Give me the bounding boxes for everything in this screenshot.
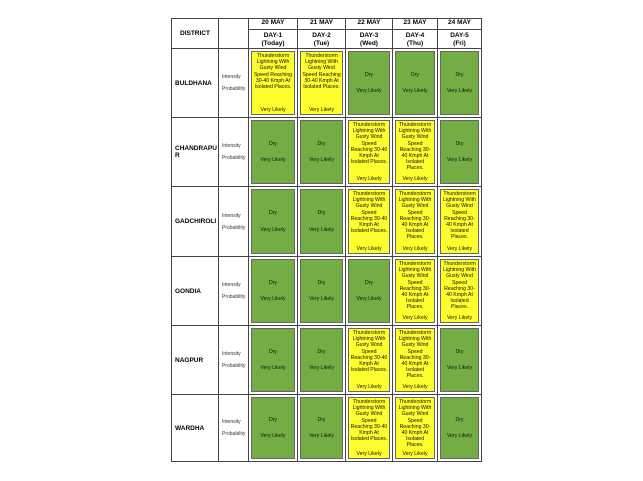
forecast-cell: [298, 395, 346, 462]
probability-text: Very Likely: [402, 314, 428, 321]
probability-text: Very Likely: [308, 296, 335, 302]
district-row: [172, 326, 482, 395]
probability-text: Very Likely: [308, 433, 335, 439]
dry-forecast: [300, 328, 343, 392]
forecast-cell: [346, 118, 393, 187]
intensity-label: Intensity: [222, 74, 241, 80]
forecast-cell: [393, 187, 438, 257]
thunderstorm-forecast: [395, 397, 435, 459]
dry-forecast: [300, 259, 343, 323]
forecast-cell: [393, 118, 438, 187]
intensity-text: Thunderstorm Lightning With Gusty Wind Speed Reaching 30-40 Kmph At Isolated Places.: [398, 122, 432, 172]
intensity-text: Dry: [268, 279, 278, 286]
probability-text: Very Likely: [260, 106, 286, 113]
day-date: 24 MAY: [438, 19, 481, 30]
day-header: [298, 19, 346, 49]
probability-text: Very Likely: [356, 88, 382, 94]
probability-label: Probability: [222, 431, 246, 437]
day-date: 22 MAY: [346, 19, 392, 30]
intensity-text: Thunderstorm Lightning With Gusty Wind Speed Reaching 30-40 Kmph At Isolated Places.: [398, 191, 432, 241]
intensity-text: Dry: [317, 416, 326, 423]
district-name: BULDHANA: [172, 49, 219, 118]
forecast-cell: [249, 395, 298, 462]
intensity-text: Thunderstorm Lightning With Gusty Wind Speed Reaching 30-40 Kmph At Isolated Places.: [398, 330, 432, 380]
intensity-label: Intensity: [222, 282, 241, 288]
intensity-text: Thunderstorm Lightning With Gusty Wind Speed Reaching 30-40 Kmph At Isolated Places.: [443, 261, 476, 311]
day-header: [249, 19, 298, 49]
probability-text: Very Likely: [446, 433, 473, 439]
district-name: WARDHA: [172, 395, 219, 462]
forecast-cell: [249, 49, 298, 118]
forecast-cell: [438, 118, 482, 187]
forecast-cell: [393, 257, 438, 326]
intensity-text: Dry: [268, 210, 278, 217]
thunderstorm-forecast: [251, 51, 295, 115]
intensity-text: Dry: [317, 210, 326, 217]
forecast-cell: [438, 257, 482, 326]
intensity-text: Dry: [364, 71, 374, 78]
probability-text: Very Likely: [260, 433, 286, 439]
probability-label: Probability: [222, 224, 246, 231]
forecast-cell: [298, 118, 346, 187]
probability-text: Very Likely: [402, 383, 428, 390]
row-labels: [219, 187, 249, 257]
day-number: DAY-5: [450, 32, 469, 39]
thunderstorm-forecast: [395, 259, 435, 323]
district-column-header: DISTRICT: [172, 19, 219, 49]
thunderstorm-forecast: [395, 120, 435, 184]
district-row: [172, 187, 482, 257]
district-row: [172, 49, 482, 118]
forecast-cell: [438, 395, 482, 462]
dry-forecast: [300, 120, 343, 184]
forecast-cell: [249, 118, 298, 187]
district-name: CHANDRAPUR: [172, 118, 219, 187]
intensity-text: Dry: [410, 71, 420, 78]
intensity-text: Thunderstorm Lightning With Gusty Wind Speed Reaching 30-40 Kmph At Isolated Places.: [398, 261, 432, 311]
day-weekday: (Thu): [406, 40, 424, 47]
district-row: [172, 257, 482, 326]
intensity-text: Dry: [317, 140, 326, 147]
day-header: [346, 19, 393, 49]
forecast-cell: [438, 49, 482, 118]
row-labels: [219, 326, 249, 395]
forecast-cell: [298, 49, 346, 118]
thunderstorm-forecast: [348, 328, 390, 392]
dry-forecast: [251, 189, 295, 254]
thunderstorm-forecast: [395, 328, 435, 392]
district-name: GADCHIROLI: [172, 187, 219, 257]
label-column-header: [219, 19, 249, 49]
probability-text: Very Likely: [356, 296, 382, 302]
row-labels: [219, 395, 249, 462]
probability-text: Very Likely: [446, 88, 473, 94]
day-date: 21 MAY: [298, 19, 345, 30]
row-labels: [219, 118, 249, 187]
thunderstorm-forecast: [395, 189, 435, 254]
probability-text: Very Likely: [402, 245, 428, 252]
forecast-cell: [249, 326, 298, 395]
intensity-text: Dry: [455, 348, 464, 355]
district-row: [172, 395, 482, 462]
forecast-cell: [298, 187, 346, 257]
day-number: DAY-2: [312, 32, 331, 39]
dry-forecast: [348, 51, 390, 115]
dry-forecast: [440, 120, 479, 184]
probability-text: Very Likely: [260, 296, 286, 302]
probability-text: Very Likely: [356, 383, 382, 390]
forecast-cell: [393, 49, 438, 118]
day-number: DAY-3: [359, 32, 379, 39]
forecast-cell: [346, 395, 393, 462]
dry-forecast: [251, 328, 295, 392]
day-number: DAY-4: [405, 32, 425, 39]
forecast-cell: [346, 326, 393, 395]
probability-text: Very Likely: [260, 157, 286, 163]
intensity-text: Dry: [317, 348, 326, 355]
forecast-cell: [438, 187, 482, 257]
dry-forecast: [348, 259, 390, 323]
intensity-text: Thunderstorm Lightning With Gusty Wind Speed Reaching 30-40 Kmph At Isolated Places.: [350, 330, 388, 374]
district-name: GONDIA: [172, 257, 219, 326]
forecast-cell: [298, 326, 346, 395]
forecast-cell: [346, 257, 393, 326]
intensity-text: Dry: [268, 348, 278, 355]
intensity-text: Dry: [455, 416, 464, 423]
day-number: DAY-1: [263, 32, 283, 39]
intensity-text: Dry: [455, 140, 464, 147]
intensity-text: Thunderstorm Lightning With Gusty Wind Speed Reaching 30-40 Kmph At Isolated Places.: [443, 191, 476, 241]
intensity-text: Thunderstorm Lightning With Gusty Wind Speed Reaching 30-40 Kmph At Isolated Places.: [302, 53, 341, 91]
dry-forecast: [251, 397, 295, 459]
probability-text: Very Likely: [356, 175, 382, 182]
probability-text: Very Likely: [308, 365, 335, 371]
intensity-text: Thunderstorm Lightning With Gusty Wind Speed Reaching 30-40 Kmph At Isolated Places.: [350, 191, 388, 235]
thunderstorm-forecast: [440, 259, 479, 323]
thunderstorm-forecast: [348, 120, 390, 184]
intensity-text: Dry: [317, 279, 326, 286]
day-date: 20 MAY: [249, 19, 297, 30]
intensity-text: Dry: [364, 279, 374, 286]
intensity-text: Thunderstorm Lightning With Gusty Wind Speed Reaching 30-40 Kmph At Isolated Places.: [253, 53, 293, 91]
day-weekday: (Today): [261, 40, 285, 47]
intensity-text: Dry: [268, 416, 278, 423]
forecast-cell: [346, 187, 393, 257]
probability-label: Probability: [222, 363, 246, 369]
day-header: [393, 19, 438, 49]
probability-text: Very Likely: [356, 450, 382, 457]
day-header: [438, 19, 482, 49]
probability-text: Very Likely: [308, 106, 335, 113]
row-labels: [219, 49, 249, 118]
forecast-cell: [393, 395, 438, 462]
day-weekday: (Fri): [453, 40, 466, 47]
dry-forecast: [395, 51, 435, 115]
probability-text: Very Likely: [260, 226, 286, 233]
day-date: 23 MAY: [393, 19, 437, 30]
probability-label: Probability: [222, 294, 246, 300]
probability-text: Very Likely: [446, 245, 473, 252]
intensity-text: Dry: [268, 140, 278, 147]
day-weekday: (Tue): [313, 40, 330, 47]
dry-forecast: [251, 120, 295, 184]
day-weekday: (Wed): [360, 40, 378, 47]
probability-text: Very Likely: [308, 226, 335, 233]
dry-forecast: [440, 397, 479, 459]
probability-text: Very Likely: [356, 245, 382, 252]
probability-text: Very Likely: [446, 314, 473, 321]
forecast-cell: [393, 326, 438, 395]
thunderstorm-forecast: [348, 397, 390, 459]
intensity-text: Thunderstorm Lightning With Gusty Wind Speed Reaching 30-40 Kmph At Isolated Places.: [350, 122, 388, 166]
thunderstorm-forecast: [440, 189, 479, 254]
district-forecast-table: [171, 18, 482, 462]
forecast-cell: [249, 257, 298, 326]
intensity-label: Intensity: [222, 351, 241, 357]
dry-forecast: [300, 189, 343, 254]
probability-text: Very Likely: [308, 157, 335, 163]
probability-text: Very Likely: [260, 365, 286, 371]
forecast-cell: [249, 187, 298, 257]
probability-text: Very Likely: [402, 175, 428, 182]
probability-text: Very Likely: [402, 88, 428, 94]
intensity-label: Intensity: [222, 419, 241, 425]
probability-label: Probability: [222, 155, 246, 161]
thunderstorm-forecast: [300, 51, 343, 115]
dry-forecast: [440, 328, 479, 392]
forecast-cell: [438, 326, 482, 395]
probability-text: Very Likely: [446, 157, 473, 163]
row-labels: [219, 257, 249, 326]
probability-label: Probability: [222, 86, 246, 92]
dry-forecast: [251, 259, 295, 323]
intensity-text: Thunderstorm Lightning With Gusty Wind Speed Reaching 30-40 Kmph At Isolated Places.: [398, 399, 432, 449]
intensity-text: Dry: [455, 71, 464, 78]
probability-text: Very Likely: [402, 450, 428, 457]
intensity-label: Intensity: [222, 212, 241, 219]
district-row: [172, 118, 482, 187]
dry-forecast: [440, 51, 479, 115]
district-name: NAGPUR: [172, 326, 219, 395]
thunderstorm-forecast: [348, 189, 390, 254]
forecast-cell: [298, 257, 346, 326]
intensity-label: Intensity: [222, 143, 241, 149]
probability-text: Very Likely: [446, 365, 473, 371]
intensity-text: Thunderstorm Lightning With Gusty Wind Speed Reaching 30-40 Kmph At Isolated Places.: [350, 399, 388, 443]
forecast-cell: [346, 49, 393, 118]
dry-forecast: [300, 397, 343, 459]
